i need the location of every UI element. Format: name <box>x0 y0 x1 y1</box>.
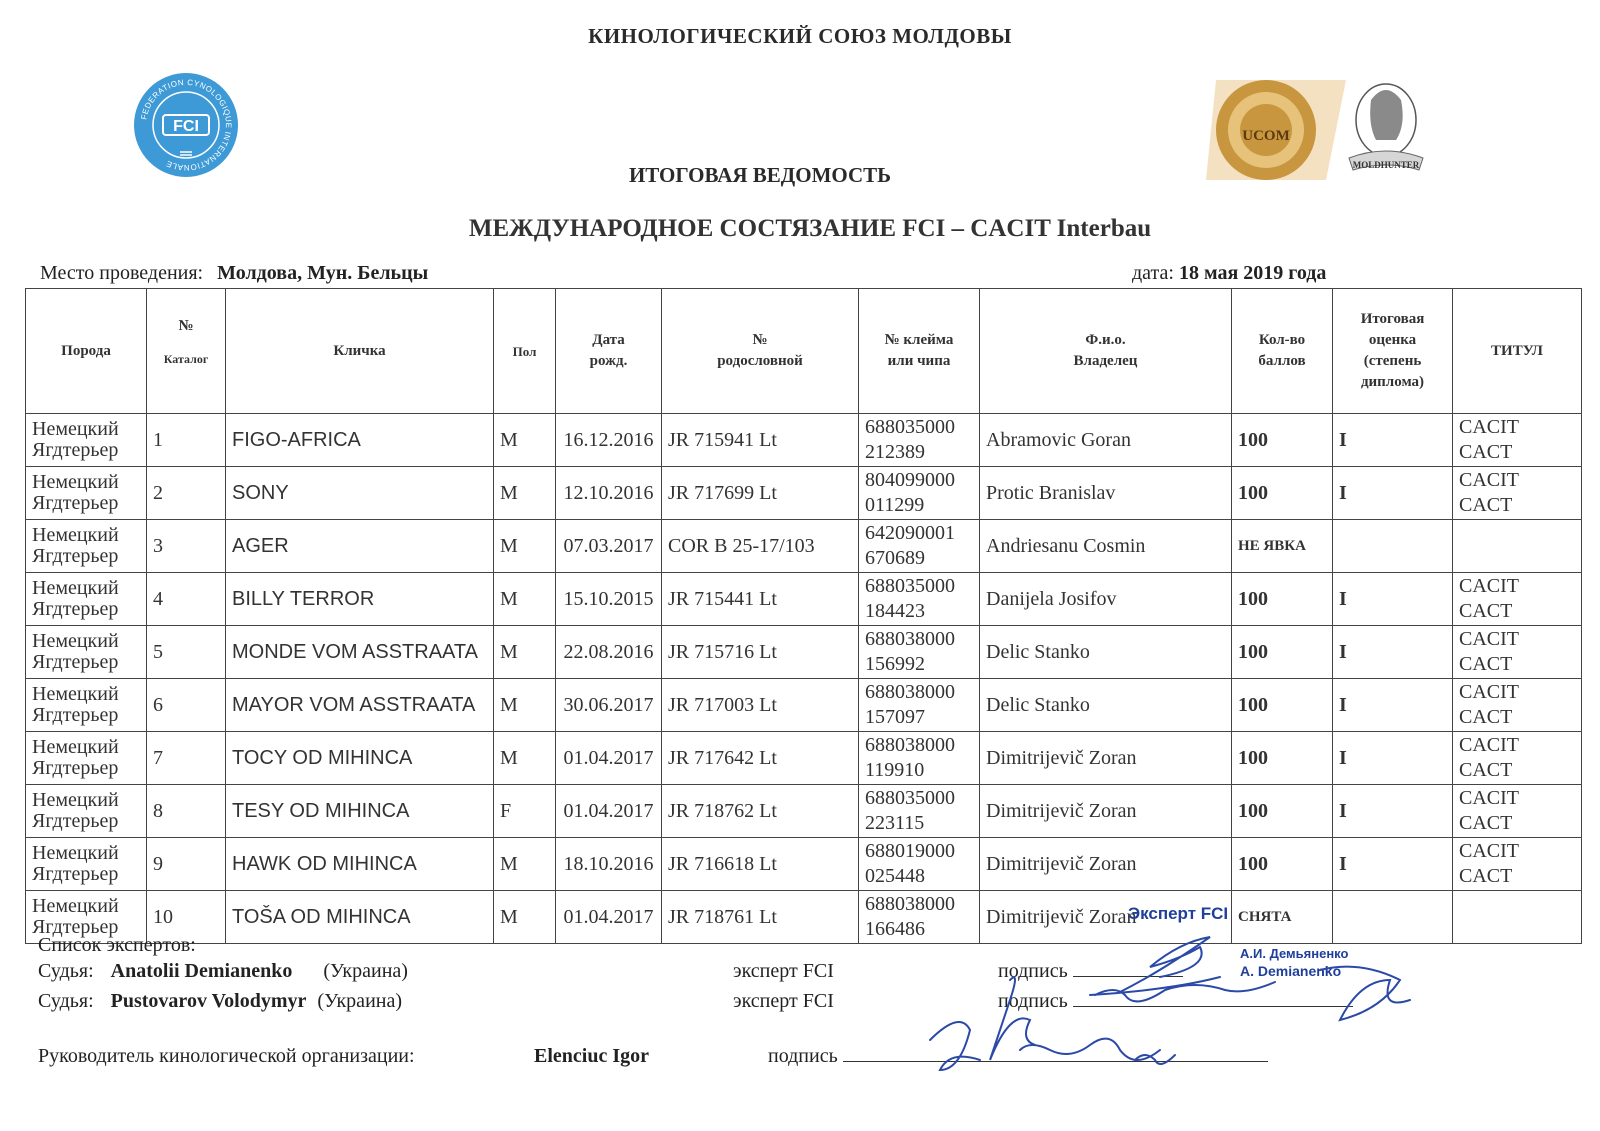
cell-grade: I <box>1333 467 1453 520</box>
cell-title-line1: CACIT <box>1459 416 1519 438</box>
event-place <box>40 262 428 285</box>
cell-title <box>1453 520 1582 573</box>
date-label: дата: <box>1132 262 1174 284</box>
header-catalog-symbol: № <box>178 318 194 334</box>
cell-birth-date: 30.06.2017 <box>556 679 662 732</box>
cell-grade: I <box>1333 626 1453 679</box>
cell-title <box>1453 414 1582 467</box>
cell-owner: Dimitrijevič Zoran <box>980 732 1232 785</box>
expert-stamp-title: Эксперт FCI <box>1128 904 1229 923</box>
cell-birth-date: 22.08.2016 <box>556 626 662 679</box>
leader-name: Elenciuc Igor <box>534 1045 649 1067</box>
expert-stamp-line1: А.И. Демьяненко <box>1240 946 1349 961</box>
cell-catalog-number: 9 <box>147 838 226 891</box>
cell-breed-line2: Ягдтерьер <box>32 704 119 726</box>
cell-title <box>1453 467 1582 520</box>
table-row <box>26 414 1582 467</box>
cell-breed-line1: Немецкий <box>32 736 119 758</box>
leader-label: Руководитель кинологической организации: <box>38 1045 415 1067</box>
cell-catalog-number: 5 <box>147 626 226 679</box>
cell-owner: Dimitrijevič Zoran <box>980 891 1232 944</box>
leader-signature-label: подпись <box>768 1045 838 1067</box>
judge-2-signature-label: подпись <box>998 990 1068 1012</box>
cell-chip <box>859 785 980 838</box>
cell-grade <box>1333 520 1453 573</box>
cell-owner: Delic Stanko <box>980 679 1232 732</box>
cell-chip-line2: 157097 <box>865 706 925 728</box>
header-dob <box>556 289 662 414</box>
judge-2-line <box>38 990 402 1013</box>
header-catalog <box>147 289 226 414</box>
cell-pedigree: JR 715441 Lt <box>662 573 859 626</box>
header-owner-line2: Владелец <box>1073 353 1138 369</box>
cell-chip <box>859 573 980 626</box>
cell-breed-line2: Ягдтерьер <box>32 439 119 461</box>
cell-pedigree: JR 716618 Lt <box>662 838 859 891</box>
competition-title: МЕЖДУНАРОДНОЕ СОСТЯЗАНИЕ FCI – CACIT Interbau <box>468 215 1152 242</box>
cell-chip-line1: 688019000 <box>865 840 955 862</box>
cell-breed-line2: Ягдтерьер <box>32 757 119 779</box>
table-row <box>26 679 1582 732</box>
cell-chip-line2: 011299 <box>865 494 925 516</box>
place-value: Молдова, Мун. Бельцы <box>217 262 429 284</box>
cell-grade: I <box>1333 838 1453 891</box>
judge-1-country: (Украина) <box>323 960 408 982</box>
cell-title-line2: CACT <box>1459 812 1513 834</box>
cell-points: 100 <box>1232 414 1333 467</box>
cell-catalog-number: 7 <box>147 732 226 785</box>
cell-chip-line1: 688035000 <box>865 416 955 438</box>
header-dob-line1: Дата <box>592 332 625 348</box>
header-pedigree-line1: № <box>752 332 768 348</box>
cell-dog-name: HAWK OD MIHINCA <box>226 838 494 891</box>
cell-title-line1: CACIT <box>1459 628 1519 650</box>
cell-sex: M <box>494 626 556 679</box>
cell-chip <box>859 626 980 679</box>
cell-breed <box>26 679 147 732</box>
cell-breed-line1: Немецкий <box>32 842 119 864</box>
cell-title <box>1453 785 1582 838</box>
cell-points: 100 <box>1232 573 1333 626</box>
cell-breed-line2: Ягдтерьер <box>32 598 119 620</box>
cell-pedigree: JR 715941 Lt <box>662 414 859 467</box>
cell-chip-line2: 184423 <box>865 600 925 622</box>
cell-title <box>1453 573 1582 626</box>
experts-list-label: Список экспертов: <box>38 934 196 956</box>
cell-owner: Abramovic Goran <box>980 414 1232 467</box>
cell-breed-line2: Ягдтерьер <box>32 810 119 832</box>
judge-2-expert: эксперт FCI <box>733 990 834 1012</box>
cell-chip <box>859 467 980 520</box>
cell-breed-line1: Немецкий <box>32 577 119 599</box>
header-breed: Порода <box>26 289 147 414</box>
cell-chip-line1: 688035000 <box>865 575 955 597</box>
header-pedigree-line2: родословной <box>717 353 803 369</box>
cell-breed-line1: Немецкий <box>32 630 119 652</box>
cell-sex: M <box>494 414 556 467</box>
cell-dog-name: SONY <box>226 467 494 520</box>
cell-chip <box>859 414 980 467</box>
cell-chip <box>859 520 980 573</box>
cell-title-line2: CACT <box>1459 706 1513 728</box>
cell-catalog-number: 10 <box>147 891 226 944</box>
judge-2-label: Судья: <box>38 990 94 1012</box>
cell-birth-date: 01.04.2017 <box>556 732 662 785</box>
cell-sex: M <box>494 573 556 626</box>
cell-sex: M <box>494 467 556 520</box>
cell-title <box>1453 626 1582 679</box>
club-logo-text: UCOM <box>1242 128 1290 144</box>
cell-dog-name: TESY OD MIHINCA <box>226 785 494 838</box>
judge-1-expert: эксперт FCI <box>733 960 834 982</box>
table-body <box>26 414 1582 944</box>
header-catalog-label: Каталог <box>163 352 209 366</box>
header-points <box>1232 289 1333 414</box>
cell-chip-line2: 119910 <box>865 759 925 781</box>
judge-2-country: (Украина) <box>317 990 403 1012</box>
judge-1-line <box>38 960 408 983</box>
cell-grade: I <box>1333 414 1453 467</box>
cell-chip-line1: 688038000 <box>865 681 955 703</box>
cell-catalog-number: 2 <box>147 467 226 520</box>
cell-breed-line2: Ягдтерьер <box>32 916 119 938</box>
cell-title-line2: CACT <box>1459 865 1513 887</box>
cell-chip <box>859 732 980 785</box>
cell-chip-line1: 688038000 <box>865 893 955 915</box>
cell-breed-line1: Немецкий <box>32 418 119 440</box>
cell-chip-line2: 025448 <box>865 865 925 887</box>
cell-pedigree: JR 718762 Lt <box>662 785 859 838</box>
place-label: Место проведения: <box>40 262 204 284</box>
cell-title-line2: CACT <box>1459 653 1513 675</box>
cell-breed-line2: Ягдтерьер <box>32 863 119 885</box>
cell-dog-name: MONDE VOM ASSTRAATA <box>226 626 494 679</box>
cell-points: 100 <box>1232 626 1333 679</box>
cell-chip-line1: 688035000 <box>865 787 955 809</box>
header-dob-line2: рожд. <box>589 353 628 369</box>
cell-pedigree: JR 717699 Lt <box>662 467 859 520</box>
cell-title-line1: CACIT <box>1459 575 1519 597</box>
cell-birth-date: 15.10.2015 <box>556 573 662 626</box>
cell-breed <box>26 573 147 626</box>
table-row <box>26 785 1582 838</box>
cell-breed <box>26 785 147 838</box>
cell-breed-line1: Немецкий <box>32 524 119 546</box>
cell-sex: M <box>494 838 556 891</box>
header-chip-line2: или чипа <box>887 353 951 369</box>
fci-logo-text: FCI <box>173 118 199 135</box>
cell-chip-line2: 156992 <box>865 653 925 675</box>
cell-pedigree: JR 717003 Lt <box>662 679 859 732</box>
cell-breed <box>26 520 147 573</box>
club-logos <box>1206 70 1438 190</box>
cell-birth-date: 07.03.2017 <box>556 520 662 573</box>
cell-breed-line2: Ягдтерьер <box>32 492 119 514</box>
cell-breed <box>26 838 147 891</box>
header-chip <box>859 289 980 414</box>
cell-dog-name: FIGO-AFRICA <box>226 414 494 467</box>
cell-dog-name: BILLY TERROR <box>226 573 494 626</box>
cell-title-line2: CACT <box>1459 759 1513 781</box>
cell-catalog-number: 4 <box>147 573 226 626</box>
organization-title: КИНОЛОГИЧЕСКИЙ СОЮЗ МОЛДОВЫ <box>588 24 1012 48</box>
expert-stamp-line2: A. Demianenko <box>1240 963 1342 979</box>
cell-breed-line1: Немецкий <box>32 683 119 705</box>
cell-owner: Delic Stanko <box>980 626 1232 679</box>
cell-owner: Protic Branislav <box>980 467 1232 520</box>
cell-breed <box>26 626 147 679</box>
cell-owner: Dimitrijevič Zoran <box>980 838 1232 891</box>
cell-catalog-number: 3 <box>147 520 226 573</box>
cell-chip-line2: 670689 <box>865 547 925 569</box>
cell-breed <box>26 732 147 785</box>
cell-points: НЕ ЯВКА <box>1232 520 1333 573</box>
cell-dog-name: TOCY OD MIHINCA <box>226 732 494 785</box>
cell-sex: M <box>494 891 556 944</box>
fci-logo <box>133 72 239 178</box>
cell-pedigree: JR 715716 Lt <box>662 626 859 679</box>
header-pedigree <box>662 289 859 414</box>
judge-1-label: Судья: <box>38 960 94 982</box>
cell-title-line1: CACIT <box>1459 734 1519 756</box>
header-grade-line3: (степень <box>1363 353 1422 369</box>
results-table <box>25 288 1582 944</box>
table-row <box>26 573 1582 626</box>
cell-title-line1: CACIT <box>1459 840 1519 862</box>
cell-title-line1: CACIT <box>1459 469 1519 491</box>
cell-owner: Dimitrijevič Zoran <box>980 785 1232 838</box>
header-title: ТИТУЛ <box>1453 289 1582 414</box>
cell-breed-line1: Немецкий <box>32 471 119 493</box>
document-title: ИТОГОВАЯ ВЕДОМОСТЬ <box>628 163 892 187</box>
fci-ring-text: FEDERATION CYNOLOGIQUE INTERNATIONALE <box>139 77 234 173</box>
header-points-line1: Кол-во <box>1258 332 1306 348</box>
cell-title <box>1453 732 1582 785</box>
table-row <box>26 626 1582 679</box>
event-date <box>1132 262 1326 285</box>
table-header-row <box>26 289 1582 414</box>
table-row <box>26 838 1582 891</box>
cell-chip-line1: 642090001 <box>865 522 955 544</box>
cell-title-line2: CACT <box>1459 600 1513 622</box>
header-owner <box>980 289 1232 414</box>
cell-pedigree: COR B 25-17/103 <box>662 520 859 573</box>
cell-breed-line1: Немецкий <box>32 895 119 917</box>
cell-catalog-number: 6 <box>147 679 226 732</box>
cell-grade: I <box>1333 573 1453 626</box>
cell-birth-date: 01.04.2017 <box>556 785 662 838</box>
cell-title <box>1453 679 1582 732</box>
cell-breed-line2: Ягдтерьер <box>32 545 119 567</box>
cell-points: 100 <box>1232 679 1333 732</box>
cell-birth-date: 01.04.2017 <box>556 891 662 944</box>
cell-dog-name: AGER <box>226 520 494 573</box>
header-chip-line1: № клейма <box>884 332 954 348</box>
judge-2-name: Pustovarov Volodymyr <box>110 990 307 1012</box>
header-owner-line1: Ф.и.о. <box>1085 332 1126 348</box>
cell-chip-line1: 804099000 <box>865 469 955 491</box>
cell-grade: I <box>1333 679 1453 732</box>
cell-birth-date: 12.10.2016 <box>556 467 662 520</box>
cell-chip <box>859 838 980 891</box>
date-value: 18 мая 2019 года <box>1178 262 1327 284</box>
cell-breed-line1: Немецкий <box>32 789 119 811</box>
cell-breed <box>26 414 147 467</box>
cell-title-line2: CACT <box>1459 441 1513 463</box>
cell-catalog-number: 8 <box>147 785 226 838</box>
cell-chip-line2: 223115 <box>865 812 925 834</box>
cell-chip-line2: 166486 <box>865 918 925 940</box>
handwritten-signatures <box>920 910 1480 1090</box>
cell-sex: M <box>494 520 556 573</box>
cell-sex: M <box>494 732 556 785</box>
cell-pedigree: JR 717642 Lt <box>662 732 859 785</box>
cell-points: 100 <box>1232 785 1333 838</box>
cell-birth-date: 18.10.2016 <box>556 838 662 891</box>
cell-sex: F <box>494 785 556 838</box>
header-name: Кличка <box>226 289 494 414</box>
judge-1-signature-label: подпись <box>998 960 1068 982</box>
cell-dog-name: TOŠA OD MIHINCA <box>226 891 494 944</box>
cell-points: 100 <box>1232 467 1333 520</box>
header-grade-line4: диплома) <box>1360 374 1425 390</box>
header-points-line2: баллов <box>1258 353 1306 369</box>
table-row <box>26 467 1582 520</box>
cell-breed-line2: Ягдтерьер <box>32 651 119 673</box>
table-row <box>26 520 1582 573</box>
judge-1-name: Anatolii Demianenko <box>110 960 293 982</box>
cell-chip-line1: 688038000 <box>865 734 955 756</box>
table-row <box>26 732 1582 785</box>
cell-owner: Andriesanu Cosmin <box>980 520 1232 573</box>
cell-breed <box>26 467 147 520</box>
cell-catalog-number: 1 <box>147 414 226 467</box>
cell-title <box>1453 838 1582 891</box>
cell-chip-line1: 688038000 <box>865 628 955 650</box>
cell-pedigree: JR 718761 Lt <box>662 891 859 944</box>
cell-points: 100 <box>1232 838 1333 891</box>
header-sex: Пол <box>494 289 556 414</box>
cell-owner: Danijela Josifov <box>980 573 1232 626</box>
cell-dog-name: MAYOR VOM ASSTRAATA <box>226 679 494 732</box>
cell-points: СНЯТА <box>1232 891 1333 944</box>
cell-title-line2: CACT <box>1459 494 1513 516</box>
cell-birth-date: 16.12.2016 <box>556 414 662 467</box>
header-grade-line1: Итоговая <box>1360 311 1425 327</box>
cell-chip <box>859 679 980 732</box>
cell-sex: M <box>494 679 556 732</box>
header-grade <box>1333 289 1453 414</box>
cell-points: 100 <box>1232 732 1333 785</box>
cell-title-line1: CACIT <box>1459 681 1519 703</box>
cell-chip-line2: 212389 <box>865 441 925 463</box>
moldhunter-text: MOLDHUNTER <box>1352 160 1420 170</box>
cell-title-line1: CACIT <box>1459 787 1519 809</box>
cell-grade: I <box>1333 785 1453 838</box>
header-grade-line2: оценка <box>1368 332 1417 348</box>
cell-grade: I <box>1333 732 1453 785</box>
